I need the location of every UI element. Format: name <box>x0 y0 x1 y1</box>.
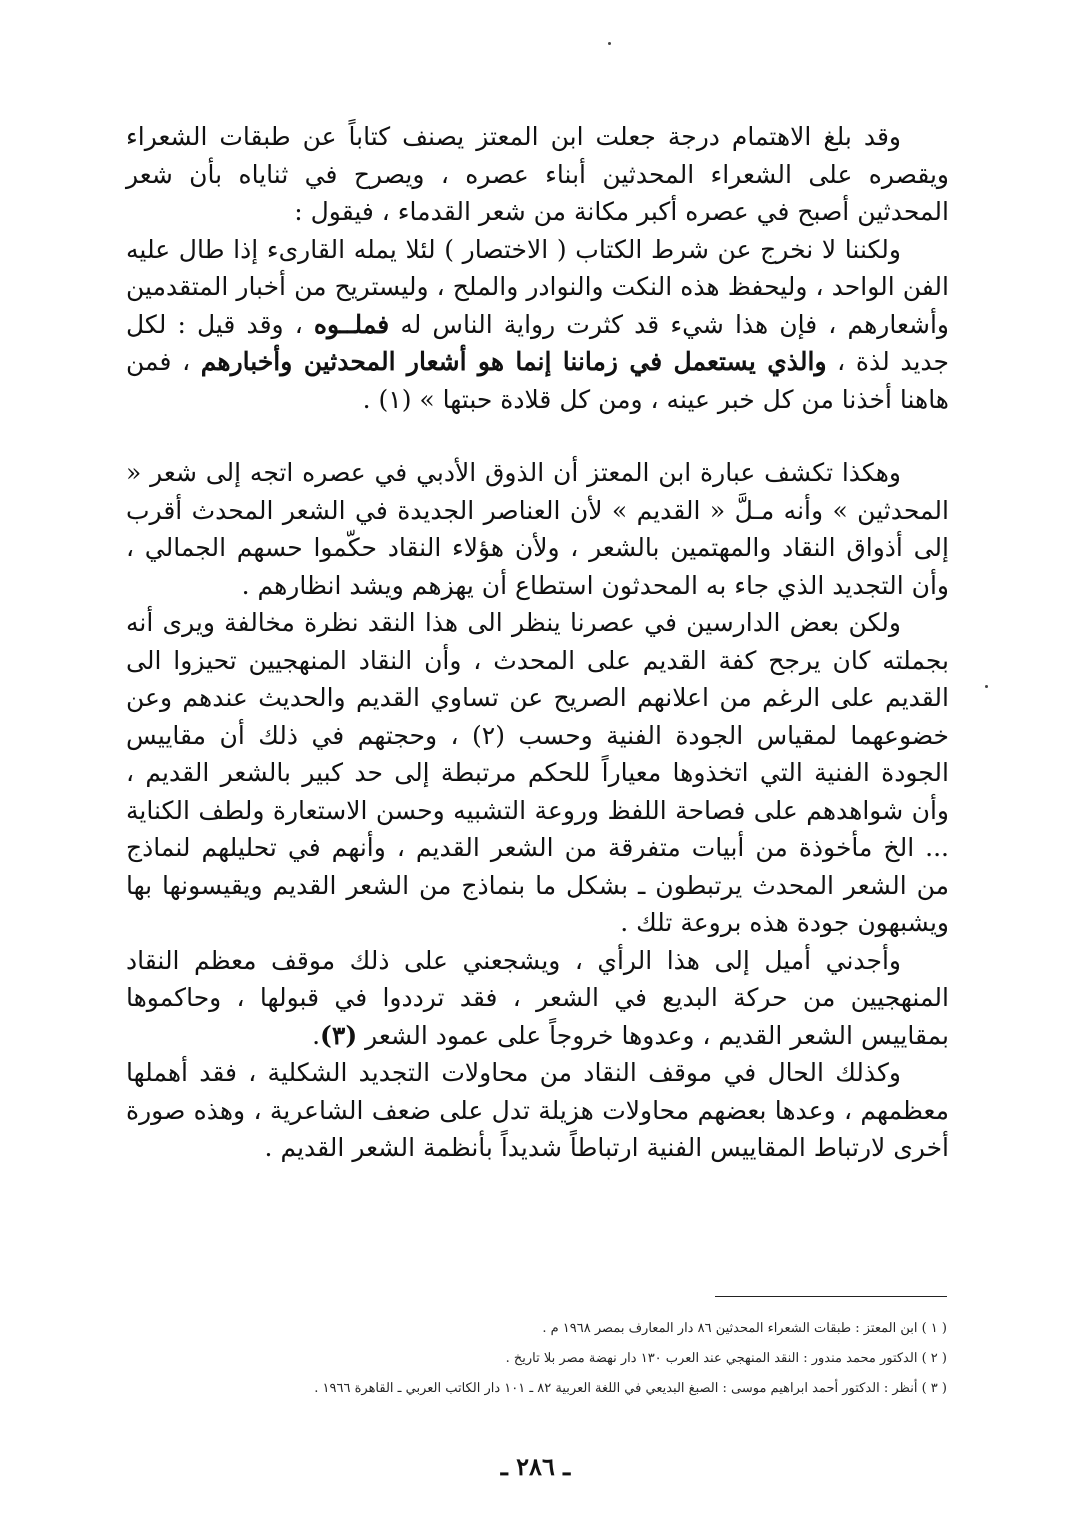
footnotes <box>127 1314 947 1404</box>
paragraph-4-text: ولكن بعض الدارسين في عصرنا ينظر الى هذا النقد نظرة مخالفة ويرى أنه بجملته كان يرجح كفة القديم على المحدث ، وأن النقاد المنهجيين تحيزوا الى القديم على الرغم من اعلانهم الصريح عن تساوي القديم والحديث عندهم وعن خضوعهما لمقياس الجودة الفنية وحسب (٢) ، وحجتهم في ذلك أن مقاييس الجودة الفنية التي اتخذوها معياراً للحكم مرتبطة إلى حد كبير بالشعر القديم ، وأن شواهدهم على فصاحة اللفظ وروعة التشبيه وحسن الاستعارة ولطف الكناية ... الخ مأخوذة من أبيات متفرقة من الشعر القديم ، وأنهم في تحليلهم لنماذج من الشعر المحدث يرتبطون ـ بشكل ما بنماذج من الشعر القديم ويقيسونها بها ويشبهون جودة هذه بروعة تلك . <box>126 608 949 937</box>
paragraph-6-text: وكذلك الحال في موقف النقاد من محاولات التجديد الشكلية ، فقد أهملها معظمهم ، وعدها بعضهم محاولات هزيلة تدل على ضعف الشاعرية ، وهذه صورة أخرى لارتباط المقاييس الفنية ارتباطاً شديداً بأنظمة الشعر القديم . <box>126 1058 949 1162</box>
footnote-3: ( ٣ ) أنظر : الدكتور أحمد ابراهيم موسى : الصبغ البديعي في اللغة العربية ٨٢ ـ ١٠١ دار الكاتب العربي ـ القاهرة ١٩٦٦ . <box>314 1381 947 1396</box>
paragraph-2-text-c: ، فمن هاهنا أخذنا من كل خبر عينه ، ومن كل قلادة حبتها » (١) . <box>126 347 949 414</box>
body-text <box>126 118 949 1167</box>
footnote-divider <box>715 1296 947 1297</box>
paragraph-2-bold-phrase: والذي يستعمل في زماننا إنما هو أشعار المحدثين وأخبارهم <box>200 347 827 376</box>
paragraph-5-end: . <box>312 1020 321 1050</box>
scan-speck <box>985 685 988 688</box>
paragraph-5-text: وأجدني أميل إلى هذا الرأي ، ويشجعني على ذلك موقف معظم النقاد المنهجيين من حركة البديع في الشعر ، فقد ترددوا في قبولها ، وحاكموها بمقاييس الشعر القديم ، وعدوها خروجاً على عمود الشعر <box>126 945 949 1050</box>
paragraph-3 <box>126 454 949 604</box>
scan-speck <box>608 42 611 45</box>
paragraph-2-bold-word: فملــوه <box>313 309 390 339</box>
paragraph-3-text: وهكذا تكشف عبارة ابن المعتز أن الذوق الأدبي في عصره اتجه إلى شعر « المحدثين » وأنه مـلَّ « القديم » لأن العناصر الجديدة في الشعر المحدث أقرب إلى أذواق النقاد والمهتمين بالشعر ، ولأن هؤلاء النقاد حكّموا حسهم الجمالي ، وأن التجديد الذي جاء به المحدثون استطاع أن يهزهم ويشد انظارهم . <box>126 458 949 600</box>
paragraph-5 <box>126 942 949 1055</box>
paragraph-2-quote <box>126 231 949 419</box>
paragraph-2-text-b: ، وقد قيل : لكل جديد لذة ، <box>126 309 950 376</box>
paragraph-1 <box>126 118 949 231</box>
paragraph-6 <box>126 1054 949 1167</box>
page-number: ـ ٢٨٦ ـ <box>500 1452 571 1481</box>
paragraph-5-footnote-ref: (٣) <box>320 1020 358 1050</box>
paragraph-gap <box>126 418 949 454</box>
footnote-2: ( ٢ ) الدكتور محمد مندور : النقد المنهجي عند العرب ١٣٠ دار نهضة مصر بلا تاريخ . <box>505 1351 947 1366</box>
paragraph-1-text: وقد بلغ الاهتمام درجة جعلت ابن المعتز يصنف كتاباً عن طبقات الشعراء ويقصره على الشعراء المحدثين أبناء عصره ، ويصرح في ثناياه بأن شعر المحدثين أصبح في عصره أكبر مكانة من شعر القدماء ، فيقول : <box>126 122 949 226</box>
paragraph-2-text-a: ولكننا لا نخرج عن شرط الكتاب ( الاختصار ) لئلا يمله القارىء إذا طال عليه الفن الواحد ، وليحفظ هذه النكت والنوادر والملح ، وليستريح من أخبار المتقدمين وأشعارهم ، فإن هذا شيء قد كثرت رواية الناس له <box>126 234 949 339</box>
footnote-1: ( ١ ) ابن المعتز : طبقات الشعراء المحدثين ٨٦ دار المعارف بمصر ١٩٦٨ م . <box>542 1321 947 1336</box>
paragraph-4 <box>126 604 949 942</box>
